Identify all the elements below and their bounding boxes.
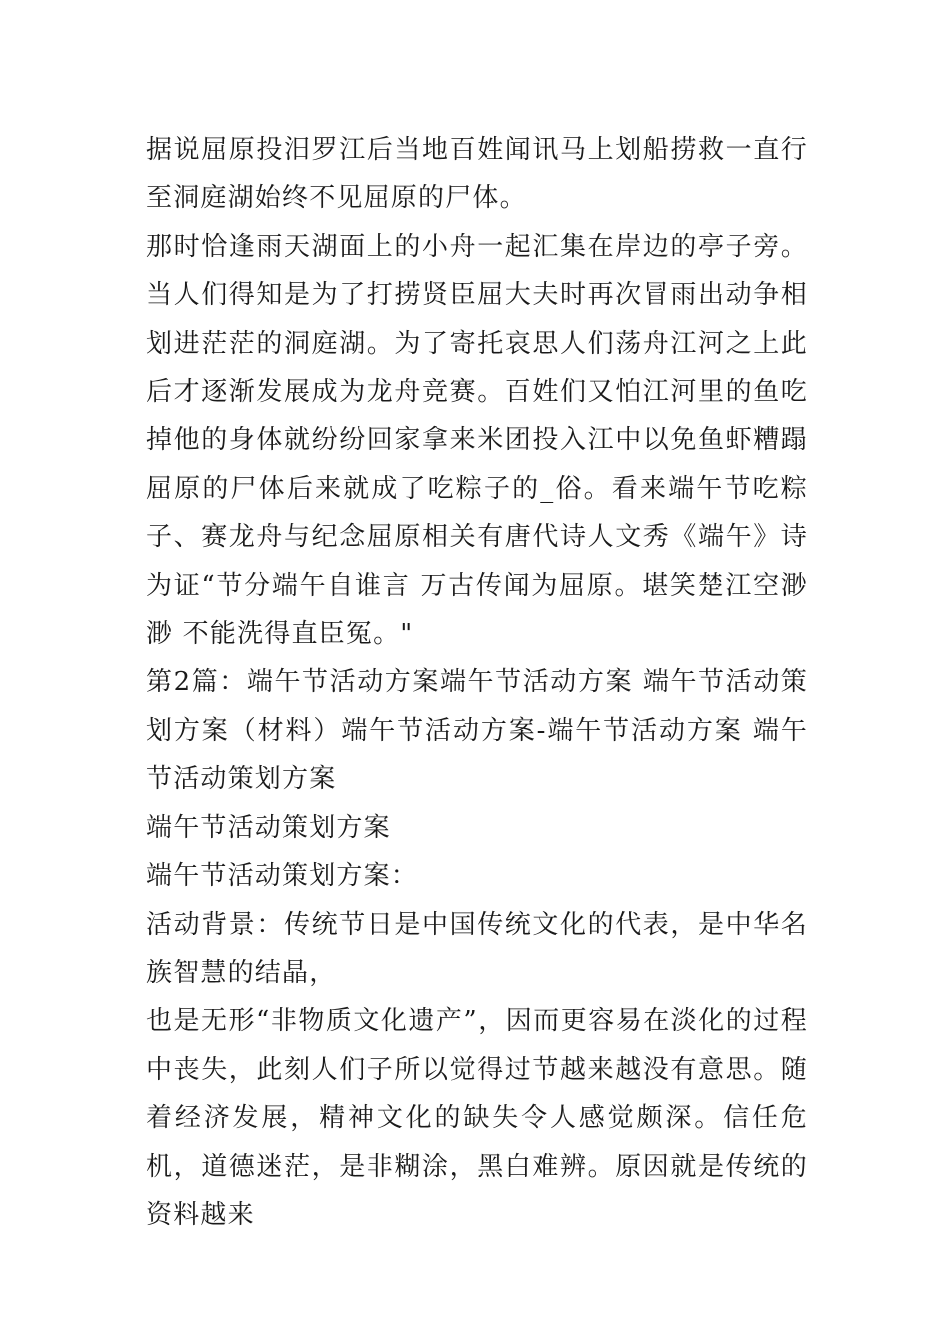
document-page — [146, 126, 808, 1239]
plan-title: 端午节活动策划方案 — [146, 812, 391, 843]
plan-subtitle: 端午节活动策划方案： — [146, 861, 419, 892]
paragraph-intangible-heritage: 也是无形“非物质文化遗产”，因而更容易在淡化的过程中丧失，此刻人们子所以觉得过节越来越没有意思。随着经济发展，精神文化的缺失令人感觉颇深。信任危机，道德迷茫，是非糊涂，黑白难辨。原因就是传统的资料越来 — [146, 1006, 808, 1230]
paragraph-activity-background: 活动背景：传统节日是中国传统文化的代表，是中华名族智慧的结晶， — [146, 909, 808, 988]
section-heading-part-2: 第2篇：端午节活动方案端午节活动方案 端午节活动策划方案（材料）端午节活动方案-端午节活动方案 端午节活动策划方案 — [146, 667, 808, 795]
paragraph-quyuan-search: 据说屈原投汨罗江后当地百姓闻讯马上划船捞救一直行至洞庭湖始终不见屈原的尸体。 — [146, 135, 808, 214]
paragraph-dragon-boat-origin: 那时恰逢雨天湖面上的小舟一起汇集在岸边的亭子旁。当人们得知是为了打捞贤臣屈大夫时再次冒雨出动争相划进茫茫的洞庭湖。为了寄托哀思人们荡舟江河之上此后才逐渐发展成为龙舟竞赛。百姓们又怕江河里的鱼吃掉他的身体就纷纷回家拿来米团投入江中以免鱼虾糟蹋屈原的尸体后来就成了吃粽子的_俗。看来端午节吃粽子、赛龙舟与纪念屈原相关有唐代诗人文秀《端午》诗为证“节分端午自谁言 万古传闻为屈原。堪笑楚江空渺渺 不能洗得直臣冤。" — [146, 231, 808, 650]
